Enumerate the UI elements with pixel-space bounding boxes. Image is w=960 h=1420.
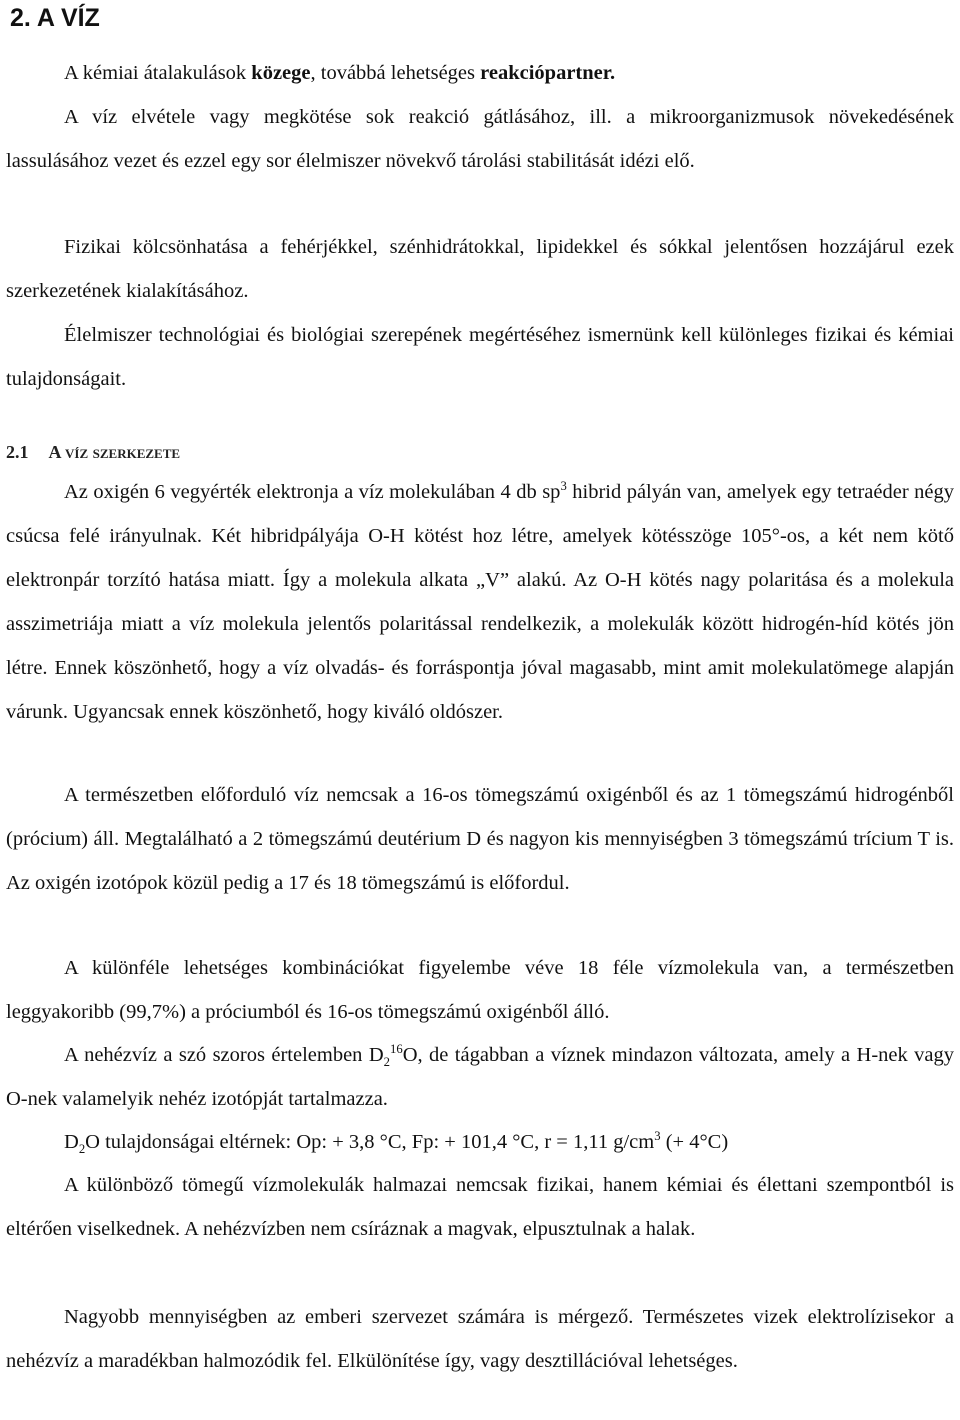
body-text: A különböző tömegű vízmolekulák halmazai nemcsak fizikai, hanem kémiai és élettani szempontból is eltérően viselkednek. A nehézvízben nem csíráznak a magvak, elpusztulnak a halak. [6, 1174, 954, 1240]
intro-text: Fizikai kölcsönhatása a fehérjékkel, szénhidrátokkal, lipidekkel és sókkal jelentősen hozzájárul ezek szerkezetének kialakításához. [6, 236, 954, 302]
intro-text: Élelmiszer technológiai és biológiai szerepének megértéséhez ismernünk kell különleges fizikai és kémiai tulajdonságait. [6, 324, 954, 390]
intro-text: , továbbá lehetséges [310, 62, 481, 84]
chapter-title: 2. A VÍZ [10, 4, 100, 32]
section-title: A víz szerkezete [48, 442, 181, 462]
body-text: D [64, 1131, 79, 1153]
subscript: 2 [78, 1142, 86, 1157]
bold-term-medium: közege [251, 62, 311, 84]
body-text: O tulajdonságai eltérnek: Op: + 3,8 °C, Fp: + 101,4 °C, r = 1,11 g/cm [85, 1131, 655, 1153]
behaviour-paragraph [6, 1163, 954, 1251]
bold-term-reaction-partner: reakciópartner. [480, 62, 616, 84]
intro-paragraph-1 [6, 51, 954, 95]
toxicity-paragraph [6, 1295, 954, 1383]
intro-text: A kémiai átalakulások [64, 62, 252, 84]
body-text: A nehézvíz a szó szoros értelemben D [64, 1044, 384, 1066]
section-heading [6, 430, 180, 474]
section-number: 2.1 [6, 442, 29, 462]
body-text: A természetben előforduló víz nemcsak a 16-os tömegszámú oxigénből és az 1 tömegszámú hidrogénből (prócium) áll. Megtalálható a 2 tömegszámú deutérium D és nagyon kis mennyiségben 3 tömegszámú trícium T is. Az oxigén izotópok közül pedig a 17 és 18 tömegszámú is előfordul. [6, 784, 954, 894]
superscript: 3 [654, 1129, 661, 1144]
body-text: O, de tágabban a víznek mindazon változata, amely a H-nek vagy O-nek valamelyik nehéz izotópját tartalmazza. [6, 1044, 955, 1110]
body-text: (+ 4°C) [660, 1131, 729, 1153]
superscript: 16 [390, 1042, 403, 1057]
intro-paragraph-2 [6, 95, 954, 183]
heavy-water-paragraph [6, 1033, 954, 1121]
body-text: Nagyobb mennyiségben az emberi szervezet számára is mérgező. Természetes vizek elektrolízisekor a nehézvíz a maradékban halmozódik fel. Elkülönítése így, vagy desztillációval lehetséges. [6, 1306, 954, 1372]
body-text: A különféle lehetséges kombinációkat figyelembe véve 18 féle vízmolekula van, a természetben leggyakoribb (99,7%) a próciumból és 16-os tömegszámú oxigénből álló. [6, 957, 954, 1023]
superscript: 3 [560, 479, 567, 494]
intro-paragraph-3 [6, 225, 954, 313]
intro-text: A víz elvétele vagy megkötése sok reakció gátlásához, ill. a mikroorganizmusok növekedésének lassulásához vezet és ezzel egy sor élelmiszer növekvő tárolási stabilitását idézi elő. [6, 106, 954, 172]
structure-paragraph [6, 470, 954, 734]
heavy-water-properties [6, 1120, 954, 1164]
isotope-paragraph [6, 773, 954, 905]
intro-paragraph-4 [6, 313, 954, 401]
body-text: hibrid pályán van, amelyek egy tetraéder négy csúcsa felé irányulnak. Két hibridpályája O-H kötést hoz létre, amelyek kötésszöge 105°-os, a két nem kötő elektronpár torzító hatása miatt. Így a molekula alkata „V” alakú. Az O-H kötés nagy polaritása és a molekula asszimetriája miatt a víz molekula jelentős polaritással rendelkezik, a molekulák között hidrogén-híd kötés jön létre. Ennek köszönhető, hogy a víz olvadás- és forráspontja jóval magasabb, mint amit molekulatömege alapján várunk. Ugyancsak ennek köszönhető, hogy kiváló oldószer. [6, 481, 954, 723]
body-text: Az oxigén 6 vegyérték elektronja a víz molekulában 4 db sp [64, 481, 561, 503]
combinations-paragraph [6, 946, 954, 1034]
subscript: 2 [383, 1055, 390, 1070]
